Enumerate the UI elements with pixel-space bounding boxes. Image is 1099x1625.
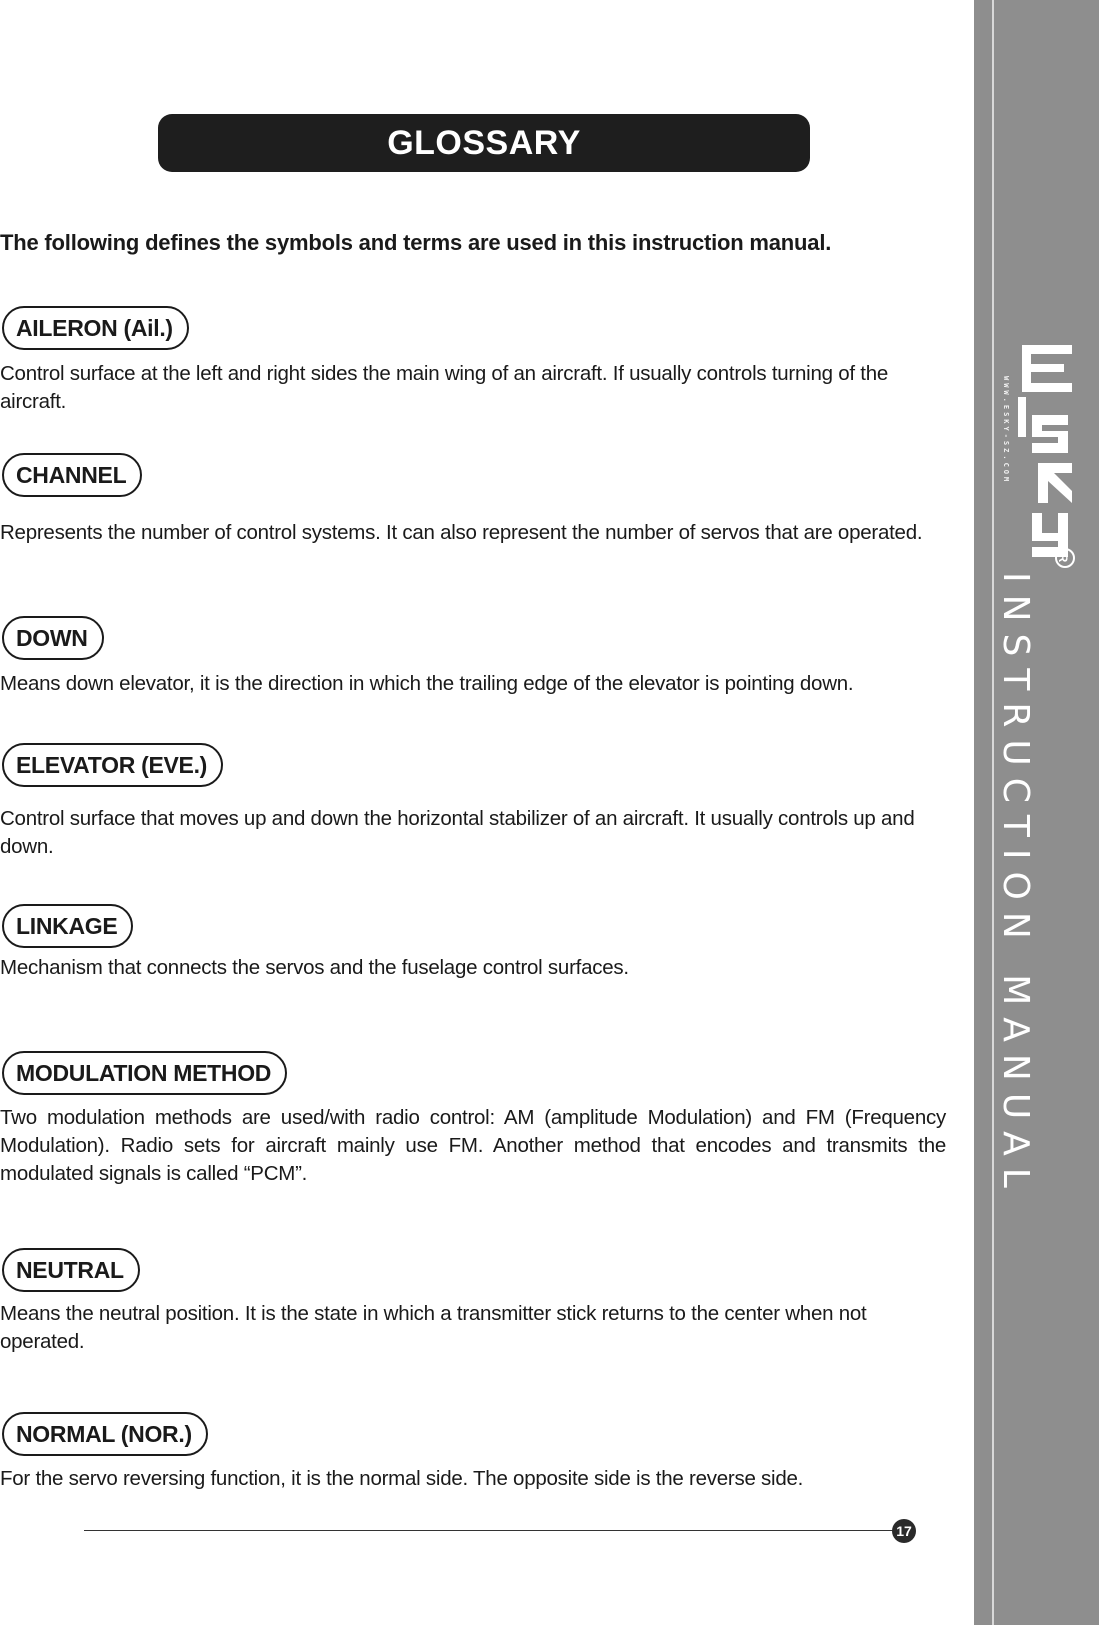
esky-logo xyxy=(1018,345,1078,565)
term-definition: Control surface at the left and right sides the main wing of an aircraft. If usually controls turning of the aircraft. xyxy=(0,362,889,413)
brand-sidebar xyxy=(974,0,1099,1625)
term-definition: Mechanism that connects the servos and the fuselage control surfaces. xyxy=(0,956,629,979)
term-down xyxy=(2,616,104,660)
term-elevator xyxy=(2,743,223,787)
term-neutral xyxy=(2,1248,140,1292)
esky-logo-icon xyxy=(1018,345,1078,565)
term-definition: Represents the number of control systems. It can also represent the number of servos that are operated. xyxy=(0,521,923,544)
page-title: GLOSSARY xyxy=(158,114,810,172)
registered-mark-icon: R xyxy=(1055,548,1075,568)
term-linkage xyxy=(2,904,133,948)
term-label: ELEVATOR (EVE.) xyxy=(2,743,223,787)
term-label: NEUTRAL xyxy=(2,1248,140,1292)
term-definition: Control surface that moves up and down the horizontal stabilizer of an aircraft. It usually controls up and down. xyxy=(0,807,915,858)
term-definition: Means down elevator, it is the direction in which the trailing edge of the elevator is pointing down. xyxy=(0,672,854,695)
page-number: 17 xyxy=(892,1519,916,1543)
term-definition: Two modulation methods are used/with radio control: AM (amplitude Modulation) and FM (Frequency Modulation). Radio sets for aircraft mainly use FM. Another method that encodes and transmits the modulated signals is called “PCM”. xyxy=(0,1106,946,1185)
term-aileron xyxy=(2,306,189,350)
sidebar-title: INSTRUCTION MANUAL xyxy=(995,572,1036,1200)
term-label: LINKAGE xyxy=(2,904,133,948)
sidebar-divider xyxy=(992,0,994,1625)
term-definition: Means the neutral position. It is the state in which a transmitter stick returns to the center when not operated. xyxy=(0,1302,867,1353)
intro-text: The following defines the symbols and terms are used in this instruction manual. xyxy=(0,230,832,255)
term-label: MODULATION METHOD xyxy=(2,1051,287,1095)
brand-url: WWW.ESKY-SZ.COM xyxy=(1002,376,1010,485)
term-label: CHANNEL xyxy=(2,453,142,497)
term-label: DOWN xyxy=(2,616,104,660)
term-channel xyxy=(2,453,142,497)
term-label: NORMAL (NOR.) xyxy=(2,1412,208,1456)
term-definition: For the servo reversing function, it is the normal side. The opposite side is the reverse side. xyxy=(0,1467,804,1490)
term-label: AILERON (Ail.) xyxy=(2,306,189,350)
term-normal xyxy=(2,1412,208,1456)
footer-divider xyxy=(84,1530,894,1531)
term-modulation-method xyxy=(2,1051,287,1095)
